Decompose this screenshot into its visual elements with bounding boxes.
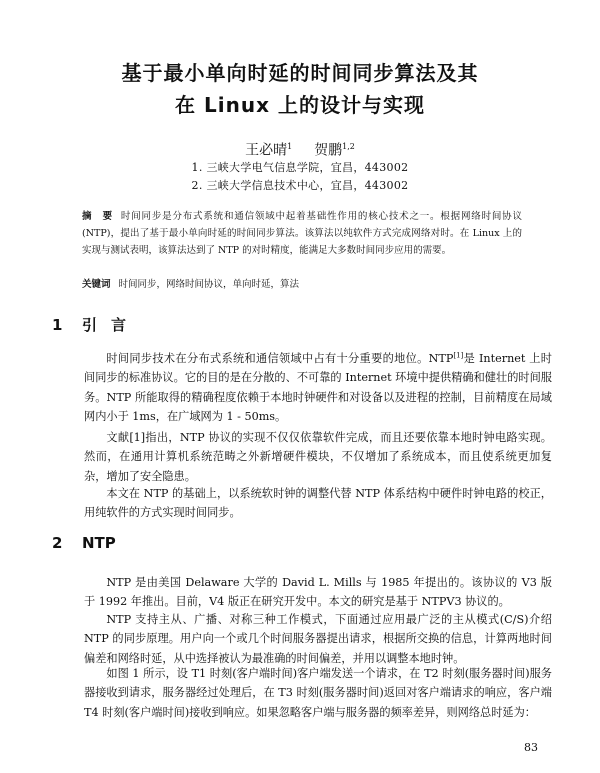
affiliation: 1. 三峡大学电气信息学院，宜昌，443002 [191,161,409,174]
abstract-label: 摘 要 [82,211,113,222]
abstract-text: 时间同步是分布式系统和通信领域中起着基础性作用的核心技术之一。根据网络时间协议(NTP)，提出了基于最小单向时延的时间同步算法。该算法以纯软件方式完成网络对时。在 Linux 上的实现与测试表明，该算法达到了 NTP 的对时精度，能满足大多数时间同步应用的需要。 [82,211,522,256]
page-number: 83 [524,741,538,754]
section-heading-ntp [52,533,116,553]
affiliation: 2. 三峡大学信息技术中心，宜昌，443002 [191,179,409,192]
section-title: NTP [82,534,116,552]
author-affiliation-mark: 1,2 [342,142,355,151]
section-number: 1 [52,316,63,334]
paper-title-line-1: 基于最小单向时延的时间同步算法及其 [121,61,479,85]
body-paragraph [84,349,552,426]
keywords-label: 关键词 [82,279,111,290]
body-paragraph: NTP 是由美国 Delaware 大学的 David L. Mills 与 1985 年提出的。该协议的 V3 版于 1992 年推出。目前，V4 版正在研究开发中。本文的研究是基于 NTPV3 协议的。 [84,576,552,609]
author-list [0,138,600,160]
section-title: 引言 [82,316,141,334]
keywords-text: 时间同步，网络时间协议，单向时延，算法 [118,279,300,290]
body-paragraph: 本文在 NTP 的基础上，以系统软时钟的调整代替 NTP 体系结构中硬件时钟电路的校正，用纯软件的方式实现时间同步。 [84,487,552,520]
author-affiliation-mark: 1 [287,142,293,151]
paper-title-line-2: 在 Linux 上的设计与实现 [175,93,425,117]
paragraph-text: 时间同步技术在分布式系统和通信领域中占有十分重要的地位。NTP [106,352,454,365]
section-heading-introduction [52,315,140,335]
paragraph-text: 是 Internet 上时间同步的标准协议。它的目的是在分散的、不可靠的 Internet 环境中提供精确和健壮的时间服务。NTP 所能取得的精确程度依赖于本地时钟硬件和对设备以及进程的控制，目前精度在局域网内小于 1ms，在广域网为 1 - 50ms。 [84,352,552,423]
author-name: 贺鹏 [314,142,343,159]
citation-mark: [1] [453,351,464,360]
body-paragraph: NTP 支持主从、广播、对称三种工作模式，下面通过应用最广泛的主从模式(C/S)介绍 NTP 的同步原理。用户向一个或几个时间服务器提出请求，根据所交换的信息，计算两地时间偏差和网络时延，从中选择被认为最准确的时间偏差，并用以调整本地时钟。 [84,613,552,665]
keywords [82,277,522,292]
author-name: 王必晴 [245,142,288,159]
body-paragraph: 如图 1 所示，设 T1 时刻(客户端时间)客户端发送一个请求，在 T2 时刻(服务器时间)服务器接收到请求，服务器经过处理后，在 T3 时刻(服务器时间)返回对客户端请求的响应，客户端 T4 时刻(客户端时间)接收到响应。如果忽略客户端与服务器的频率差异，则网络总时延为： [84,667,552,719]
abstract [82,208,522,259]
body-paragraph: 文献[1]指出，NTP 协议的实现不仅仅依靠软件完成，而且还要依靠本地时钟电路实现。然而，在通用计算机系统范畴之外新增硬件模块，不仅增加了系统成本，而且使系统更加复杂，增加了安全隐患。 [84,431,552,483]
section-number: 2 [52,534,63,552]
